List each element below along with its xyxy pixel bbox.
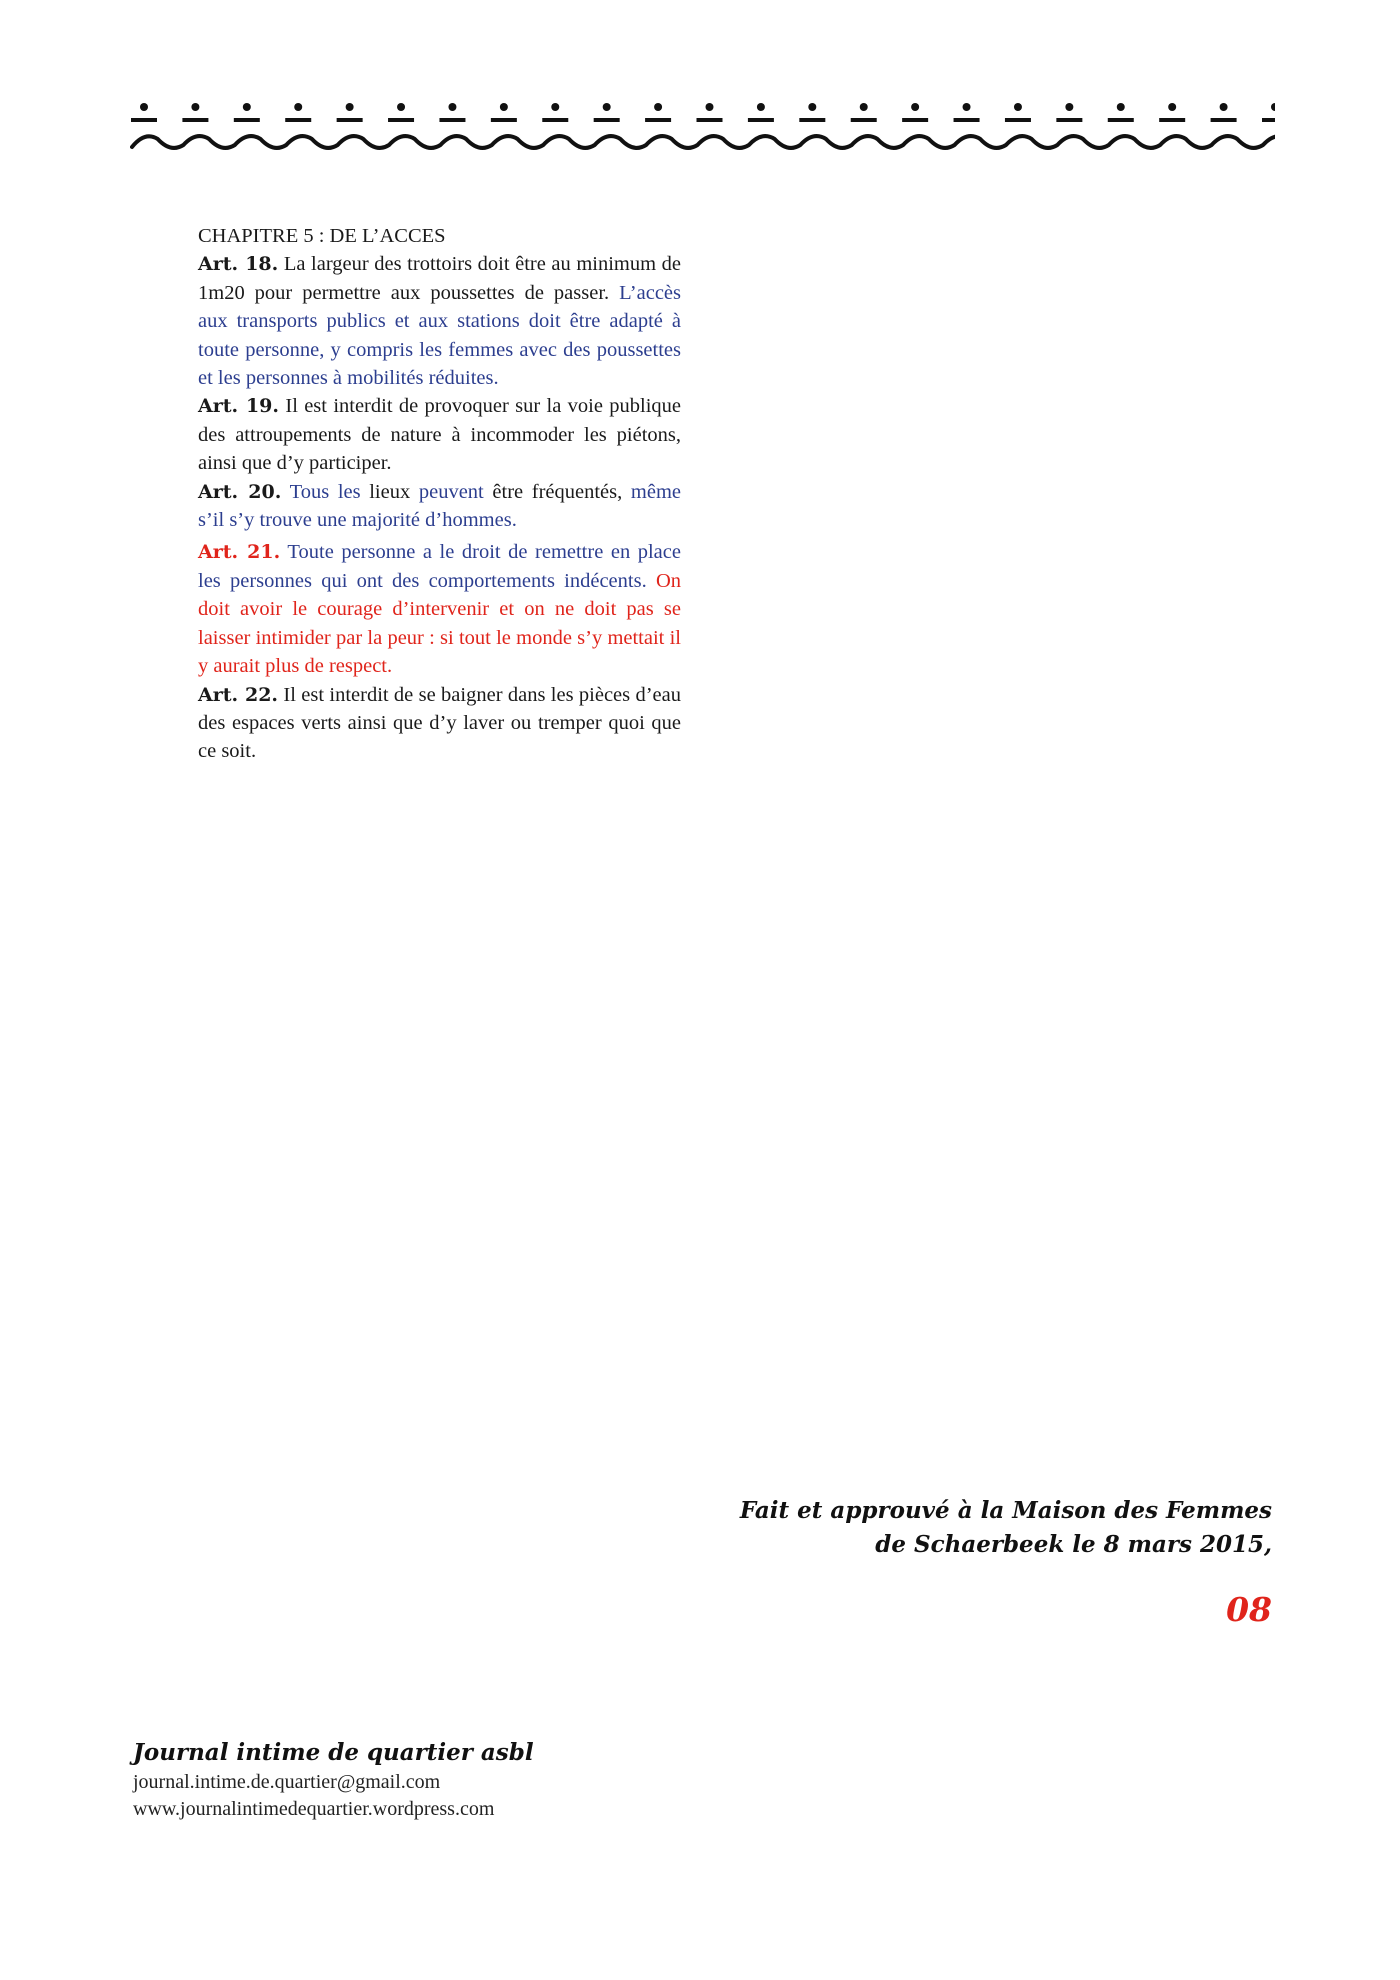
article-20-text-4: peuvent — [418, 480, 484, 503]
article-21-text-red: On doit avoir le courage d’intervenir et on ne doit pas se laisser intimider par la peur : si tout le monde s’y mettait il y aurait plus de respect. — [198, 569, 681, 678]
article-21-number: Art. 21. — [198, 541, 281, 564]
article-19 — [198, 392, 681, 477]
ornament-dash — [1056, 118, 1082, 122]
ornament-dot — [243, 103, 251, 111]
ornament-dot — [654, 103, 662, 111]
footer-website: www.journalintimedequartier.wordpress.com — [133, 1798, 495, 1820]
signature-line-2: de Schaerbeek le 8 mars 2015, — [875, 1531, 1272, 1558]
article-22-number: Art. 22. — [198, 683, 279, 706]
ornament-dash — [594, 118, 620, 122]
ornament-dash — [337, 118, 363, 122]
article-18-text-blue: L’accès aux transports publics et aux stations doit être adapté à toute personne, y compris les femmes avec des poussettes et les personnes à mobilités réduites. — [198, 281, 681, 390]
ornament-dot — [500, 103, 508, 111]
article-20-text-3: lieux — [360, 480, 419, 503]
ornament-dash — [182, 118, 208, 122]
ornament-dot — [140, 103, 148, 111]
signature-block — [572, 1494, 1272, 1562]
ornament-dash — [491, 118, 517, 122]
footer — [133, 1737, 534, 1823]
ornament-dash — [851, 118, 877, 122]
ornament-dot — [963, 103, 971, 111]
ornament-dot — [346, 103, 354, 111]
ornament-dot — [706, 103, 714, 111]
article-18-number: Art. 18. — [198, 253, 279, 276]
ornament-dot — [1117, 103, 1125, 111]
decorative-wave-border — [130, 95, 1275, 165]
ornament-dash — [1005, 118, 1031, 122]
article-22-text: Il est interdit de se baigner dans les pièces d’eau des espaces verts ainsi que d’y laver ou tremper quoi que ce soit. — [198, 683, 681, 763]
ornament-dot — [294, 103, 302, 111]
ornament-dash — [902, 118, 928, 122]
article-18 — [198, 250, 681, 392]
article-22 — [198, 681, 681, 766]
article-21 — [198, 538, 681, 680]
ornament-dot — [448, 103, 456, 111]
chapter-heading: CHAPITRE 5 : DE L’ACCES — [198, 225, 446, 247]
ornament-dot — [1065, 103, 1073, 111]
ornament-dot — [911, 103, 919, 111]
ornament-dash — [954, 118, 980, 122]
ornament-dot — [603, 103, 611, 111]
ornament-dash — [1159, 118, 1185, 122]
ornament-dot — [1220, 103, 1228, 111]
ornament-dash — [748, 118, 774, 122]
footer-email: journal.intime.de.quartier@gmail.com — [133, 1771, 441, 1793]
ornament-dash — [697, 118, 723, 122]
ornament-dot — [1168, 103, 1176, 111]
ornament-dash — [1108, 118, 1134, 122]
ornament-dot — [551, 103, 559, 111]
ornament-dash — [799, 118, 825, 122]
ornament-dash — [285, 118, 311, 122]
ornament-wave — [132, 136, 1275, 148]
ornament-dot — [808, 103, 816, 111]
ornament-dot — [1271, 103, 1275, 111]
ornament-dash — [234, 118, 260, 122]
ornament-dot — [757, 103, 765, 111]
article-19-text: Il est interdit de provoquer sur la voie publique des attroupements de nature à incommoder les piétons, ainsi que d’y participer. — [198, 395, 681, 475]
article-column — [198, 222, 681, 766]
ornament-dash — [645, 118, 671, 122]
ornament-dash — [388, 118, 414, 122]
article-20-text-5: être fréquentés, — [483, 480, 631, 503]
ornament-dash — [542, 118, 568, 122]
article-21-text-blue: Toute personne a le droit de remettre en place les personnes qui ont des comportements indécents. — [198, 541, 681, 592]
article-20-text-6: même s’il s’y trouve une majorité d’hommes. — [198, 480, 681, 532]
article-20 — [198, 478, 681, 535]
ornament-dash — [131, 118, 157, 122]
ornament-dash — [1262, 118, 1275, 122]
ornament-dash — [439, 118, 465, 122]
article-20-text-2: Tous les — [289, 480, 361, 503]
article-18-text-black: La largeur des trottoirs doit être au minimum de 1m20 pour permettre aux poussettes de passer. — [198, 253, 681, 304]
article-19-number: Art. 19. — [198, 395, 280, 418]
ornament-dot — [860, 103, 868, 111]
ornament-dot — [397, 103, 405, 111]
ornament-dash — [1211, 118, 1237, 122]
article-20-text-1 — [281, 481, 289, 503]
signature-line-1: Fait et approuvé à la Maison des Femmes — [739, 1497, 1272, 1524]
ornament-dot — [1014, 103, 1022, 111]
ornament-dot — [191, 103, 199, 111]
page-number: 08 — [1226, 1590, 1272, 1629]
article-20-number: Art. 20. — [198, 480, 282, 503]
footer-title: Journal intime de quartier asbl — [133, 1739, 534, 1766]
